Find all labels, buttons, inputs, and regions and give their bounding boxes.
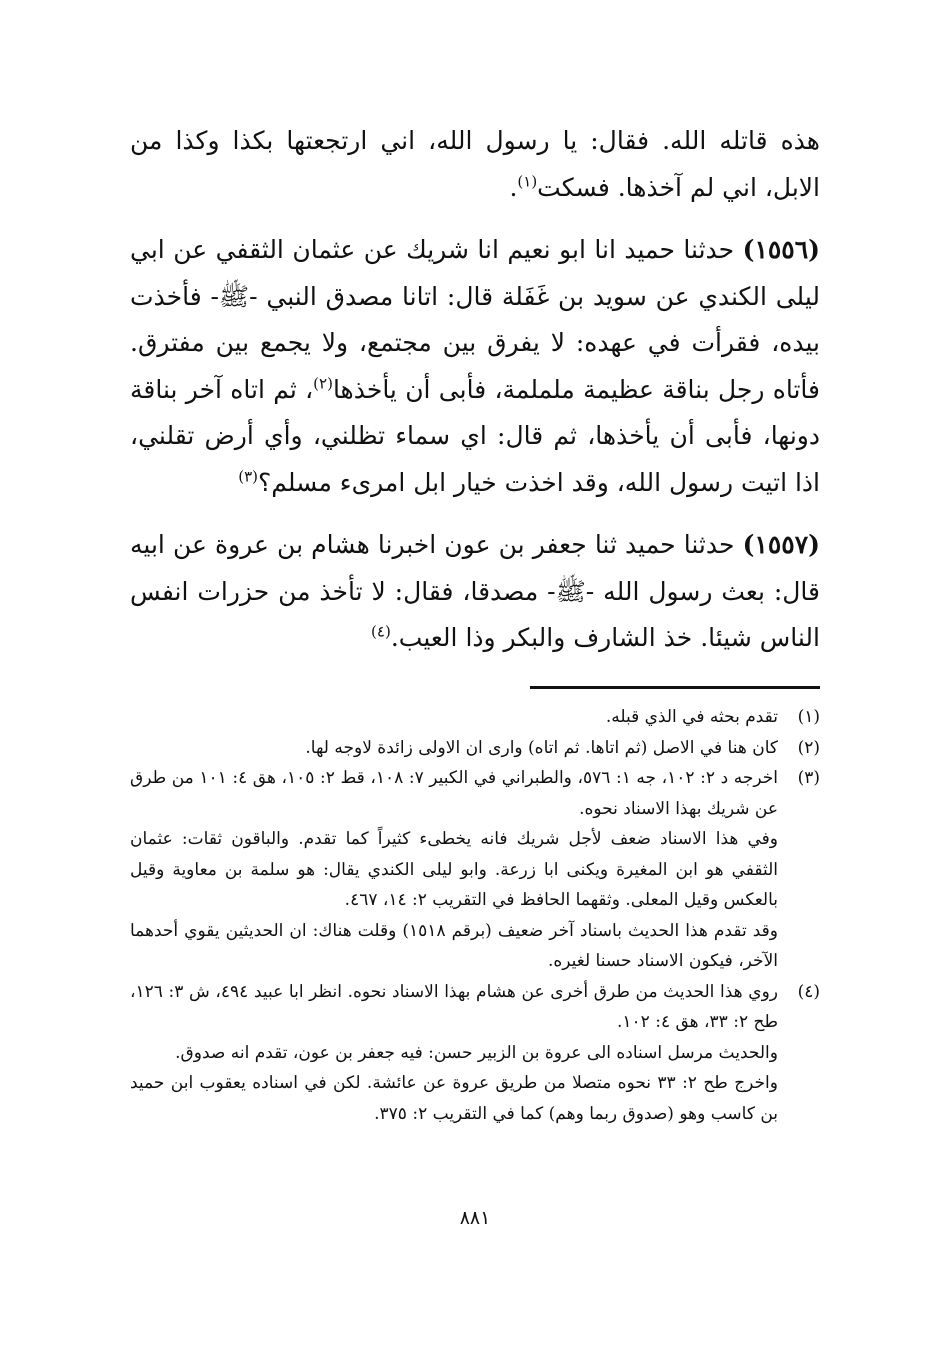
footnote-paragraph: كان هنا في الاصل (ثم اتاها. ثم اتاه) وارى ان الاولى زائدة لاوجه لها. [305,737,778,758]
footnote-paragraph: وقد تقدم هذا الحديث باسناد آخر ضعيف (برقم ١٥١٨) وقلت هناك: ان الحديثين يقوي أحدهما الآخر، فيكون الاسناد حسنا لغيره. [130,920,778,971]
hadith-1557 [130,522,820,662]
footnote-1 [130,702,820,733]
footnote-paragraph: واخرج طح ٢: ٣٣ نحوه متصلا من طريق عروة عن عائشة. لكن في اسناده يعقوب ابن حميد بن كاسب وهو (صدوق ربما وهم) كما في التقريب ٢: ٣٧٥. [130,1073,778,1124]
footnote-3 [130,763,820,977]
paragraph-1-text: هذه قاتله الله. فقال: يا رسول الله، اني ارتجعتها بكذا وكذا من الابل، اني لم آخذها. فسكت [130,126,820,202]
footnotes [130,702,820,1129]
hadith-number: (١٥٥٧) [742,530,820,559]
hadith-1556-text-b: ، ثم اتاه آخر بناقة دونها، فأبى أن يأخذها، ثم قال: اي سماء تظلني، وأي أرض تقلني، اذا اتيت رسول الله، وقد اخذت خيار ابل امرىء مسلم؟ [130,374,820,497]
footnote-ref-4: (٤) [371,622,391,641]
hadith-number: (١٥٥٦) [742,235,820,264]
main-text [130,118,820,662]
footnote-number: (٣) [797,768,820,788]
footnote-paragraph: تقدم بحثه في الذي قبله. [605,707,778,727]
footnote-body [130,763,778,977]
footnote-ref-3: (٣) [238,467,258,486]
footnote-4 [130,977,820,1130]
footnote-ref-2: (٢) [313,374,333,393]
footnote-number: (٤) [797,981,820,1002]
footnote-ref-1: (١) [517,172,538,191]
footnote-body [130,977,778,1130]
paragraph-1 [130,118,820,211]
footnote-body [130,702,778,733]
footnote-paragraph: والحديث مرسل اسناده الى عروة بن الزبير حسن: فيه جعفر بن عون، تقدم انه صدوق. [175,1042,778,1063]
page-number: ٨٨١ [459,1207,491,1229]
footnote-number: (٢) [797,737,820,758]
footnote-paragraph: روي هذا الحديث من طرق أخرى عن هشام بهذا الاسناد نحوه. انظر ابا عبيد ٤٩٤، ش ٣: ١٢٦، طح ٢: ٣٣، هق ٤: ١٠٢. [130,981,779,1032]
hadith-1556 [130,227,820,506]
footnote-number: (١) [797,707,820,727]
footnote-body [130,733,778,764]
footnote-paragraph: اخرجه د ٢: ١٠٢، جه ١: ٥٧٦، والطبراني في الكبير ٧: ١٠٨، قط ٢: ١٠٥، هق ٤: ١٠١ من طرق عن شريك بهذا الاسناد نحوه. [130,768,778,819]
footnote-separator [530,686,820,689]
hadith-1556-text-a: حدثنا حميد انا ابو نعيم انا شريك عن عثمان الثقفي عن ابي ليلى الكندي عن سويد بن غَفَلة قال: اتانا مصدق النبي -ﷺ- فأخذت بيده، فقرأت في عهده: لا يفرق بين مجتمع، ولا يجمع بين مفترق. فأتاه رجل بناقة عظيمة ململمة، فأبى أن يأخذها [130,235,820,404]
footnote-2 [130,733,820,764]
footnote-paragraph: وفي هذا الاسناد ضعف لأجل شريك فانه يخطىء كثيراً كما تقدم. والباقون ثقات: عثمان الثقفي هو ابن المغيرة ويكنى ابا زرعة. وابو ليلى الكندي يقال: هو سلمة بن معاوية وقيل بالعكس وقيل المعلى. وثقهما الحافظ في التقريب ٢: ١٤، ٤٦٧. [130,829,778,910]
hadith-1557-text: حدثنا حميد ثنا جعفر بن عون اخبرنا هشام بن عروة عن ابيه قال: بعث رسول الله -ﷺ- مصدقا، فقال: لا تأخذ من حزرات انفس الناس شيئا. خذ الشارف والبكر وذا العيب. [130,530,820,652]
paragraph-1-end: . [509,172,518,202]
